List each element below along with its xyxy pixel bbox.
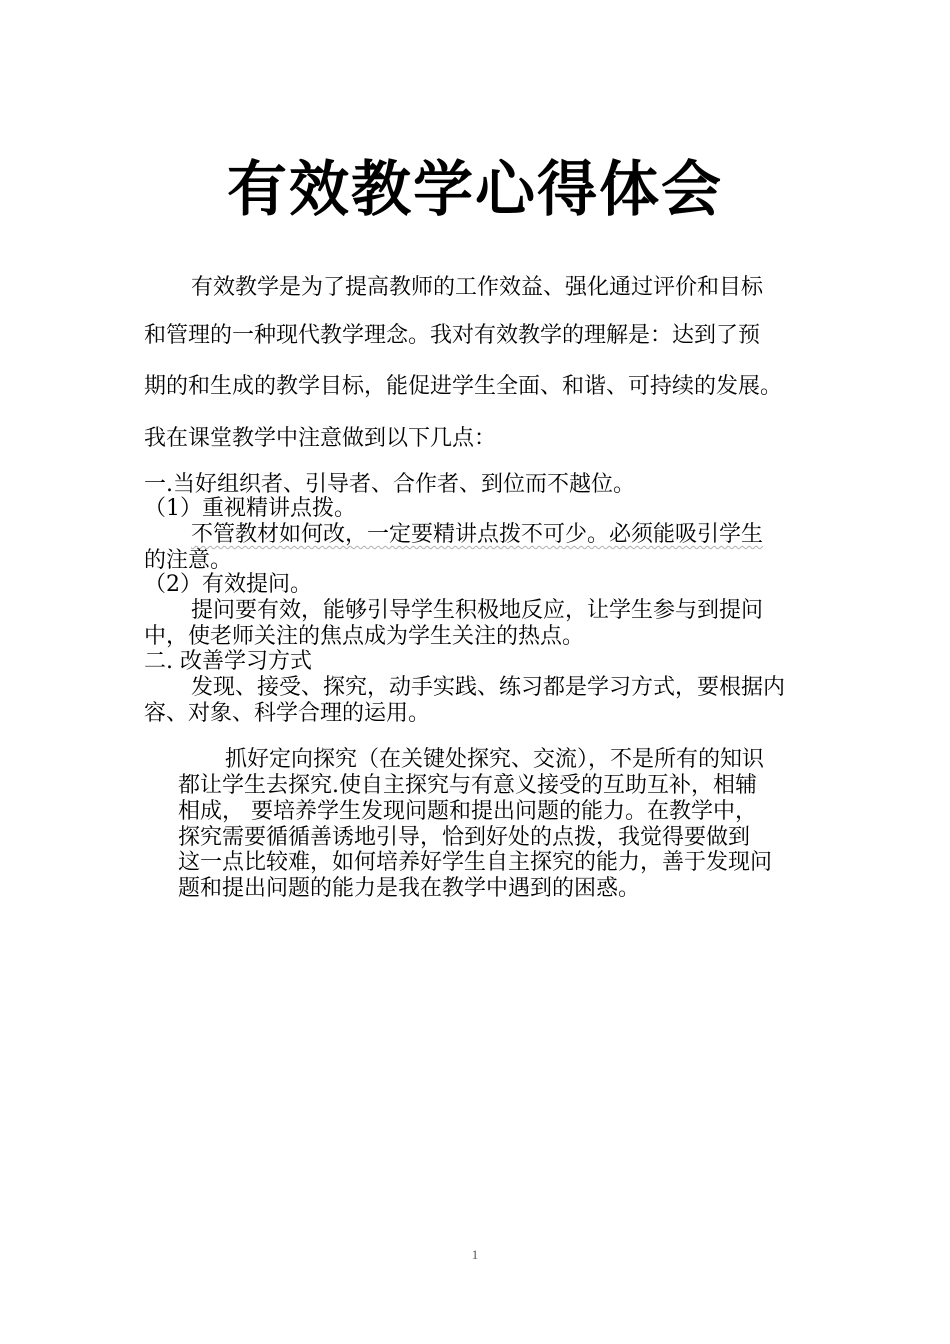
document-title: 有效教学心得体会 xyxy=(227,155,723,225)
section-2-line-2: 容、对象、科学合理的运用。 xyxy=(144,701,431,726)
section-2-line-1: 发现、接受、探究，动手实践、练习都是学习方式，要根据内 xyxy=(191,675,786,700)
page-number: 1 xyxy=(471,1247,479,1262)
closing-line-4: 探究需要循循善诱地引导，恰到好处的点拨，我觉得要做到 xyxy=(178,825,751,850)
intro-line-1: 有效教学是为了提高教师的工作效益、强化通过评价和目标 xyxy=(191,275,764,300)
subsection-2-heading: （2）有效提问。 xyxy=(144,572,312,597)
subsection-2-line-1: 提问要有效，能够引导学生积极地反应，让学生参与到提问 xyxy=(191,598,764,623)
subsection-2-line-2: 中，使老师关注的焦点成为学生关注的热点。 xyxy=(144,624,585,649)
closing-line-6: 题和提出问题的能力是我在教学中遇到的困惑。 xyxy=(178,876,641,901)
closing-line-3: 相成， 要培养学生发现问题和提出问题的能力。在教学中， xyxy=(178,799,757,824)
subsection-1-line-1: 不管教材如何改，一定要精讲点拨不可少。必须能吸引学生 xyxy=(191,522,764,547)
intro-line-4: 我在课堂教学中注意做到以下几点： xyxy=(144,426,497,451)
intro-line-3: 期的和生成的教学目标，能促进学生全面、和谐、可持续的发展。 xyxy=(144,374,783,399)
subsection-1-line-2: 的注意。 xyxy=(144,548,233,573)
intro-line-2: 和管理的一种现代教学理念。我对有效教学的理解是：达到了预 xyxy=(144,323,761,348)
subsection-1-heading: （1）重视精讲点拨。 xyxy=(144,496,356,521)
section-2-heading: 二. 改善学习方式 xyxy=(144,649,312,674)
closing-line-1: 抓好定向探究（在关键处探究、交流），不是所有的知识 xyxy=(225,747,765,772)
closing-line-2: 都让学生去探究.使自主探究与有意义接受的互助互补，相辅 xyxy=(178,773,757,798)
section-1-heading: 一.当好组织者、引导者、合作者、到位而不越位。 xyxy=(144,472,635,497)
closing-line-5: 这一点比较难，如何培养好学生自主探究的能力，善于发现问 xyxy=(178,850,773,875)
